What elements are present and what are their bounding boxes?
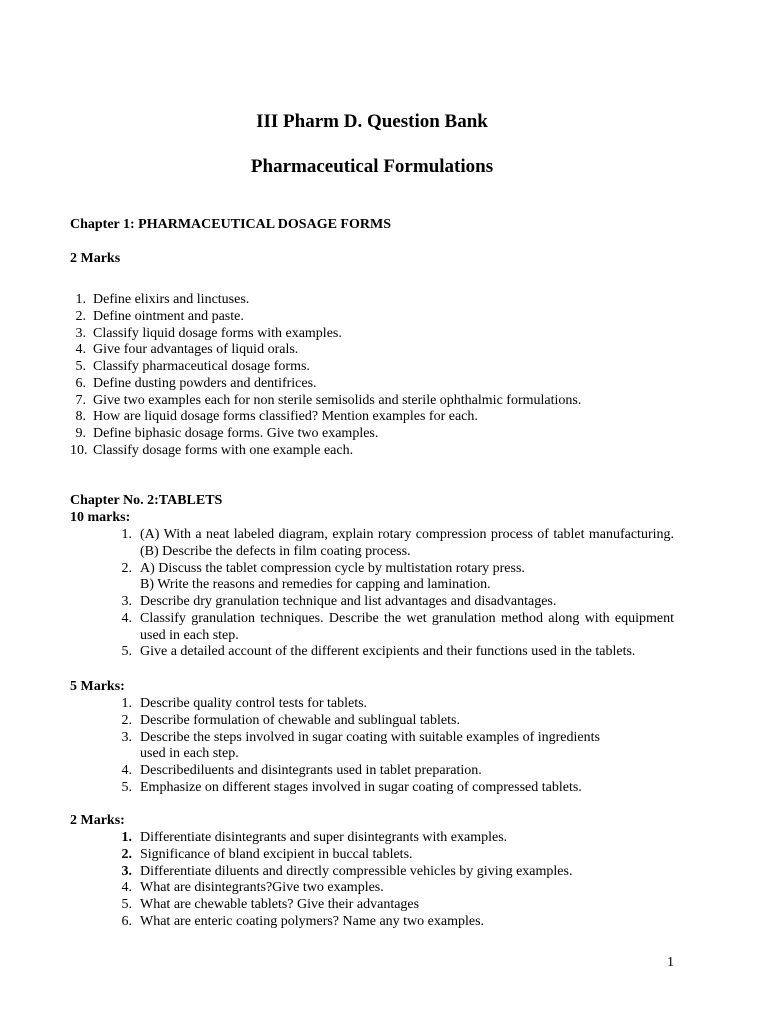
ten-marks-heading: 10 marks: — [70, 510, 131, 525]
list-item: 2. Significance of bland excipient in buccal tablets. — [121, 846, 413, 862]
list-item: 3. Describe the steps involved in sugar coating with suitable examples of ingredients used in each step. — [121, 729, 600, 762]
list-item: 7. Give two examples each for non sterile semisolids and sterile ophthalmic formulations. — [75, 392, 582, 408]
list-item: 4. Classify granulation techniques. Describe the wet granulation method along with equipment used in each step. — [121, 610, 674, 643]
list-item: 3. Differentiate diluents and directly compressible vehicles by giving examples. — [121, 863, 573, 879]
list-item: 10. Classify dosage forms with one example each. — [70, 442, 354, 458]
list-item: B) Write the reasons and remedies for capping and lamination. — [140, 577, 491, 593]
list-item: 1. Define elixirs and linctuses. — [75, 292, 250, 307]
list-item: 3. Describe dry granulation technique and list advantages and disadvantages. — [121, 594, 557, 609]
chapter-1-heading: Chapter 1: PHARMACEUTICAL DOSAGE FORMS — [70, 217, 391, 232]
chapter-2-heading: Chapter No. 2:TABLETS — [70, 493, 223, 508]
list-item: 4. What are disintegrants?Give two examples. — [121, 880, 384, 896]
chapter-1-marks-heading: 2 Marks — [70, 251, 121, 266]
list-item: 5. Emphasize on different stages involved in sugar coating of compressed tablets. — [121, 779, 582, 795]
ten-marks-question-list — [116, 527, 674, 661]
list-item: 1. Differentiate disintegrants and super disintegrants with examples. — [121, 830, 508, 845]
list-item: 8. How are liquid dosage forms classified? Mention examples for each. — [75, 409, 478, 425]
list-item: 2. A) Discuss the tablet compression cycle by multistation rotary press. — [121, 560, 525, 576]
list-item: 5. What are chewable tablets? Give their advantages — [121, 897, 420, 912]
list-item: 5. Give a detailed account of the different excipients and their functions used in the tablets. — [121, 644, 636, 660]
list-item: 9. Define biphasic dosage forms. Give two examples. — [75, 426, 379, 441]
list-item: 1. Describe quality control tests for tablets. — [121, 696, 368, 711]
five-marks-heading: 5 Marks: — [70, 679, 125, 694]
list-item: 2. Describe formulation of chewable and sublingual tablets. — [121, 712, 460, 728]
page-number: 1 — [667, 955, 674, 970]
list-item: 6. What are enteric coating polymers? Name any two examples. — [121, 913, 485, 929]
two-marks-question-list — [116, 830, 674, 931]
list-item: 2. Define ointment and paste. — [75, 308, 244, 324]
list-item: 1. (A) With a neat labeled diagram, explain rotary compression process of tablet manufacturing. (B) Describe the defects in film coating process. — [121, 527, 674, 559]
two-marks-heading: 2 Marks: — [70, 813, 125, 828]
chapter-1-question-list — [70, 292, 674, 460]
page-title: III Pharm D. Question Bank — [256, 111, 488, 132]
list-item: 3. Classify liquid dosage forms with examples. — [75, 325, 342, 341]
list-item: 4. Give four advantages of liquid orals. — [75, 342, 299, 358]
page-subtitle: Pharmaceutical Formulations — [250, 156, 494, 177]
five-marks-question-list — [116, 696, 674, 797]
list-item: 5. Classify pharmaceutical dosage forms. — [75, 359, 310, 374]
list-item: 6. Define dusting powders and dentifrices. — [75, 375, 317, 391]
list-item: 4. Describediluents and disintegrants used in tablet preparation. — [121, 763, 482, 778]
